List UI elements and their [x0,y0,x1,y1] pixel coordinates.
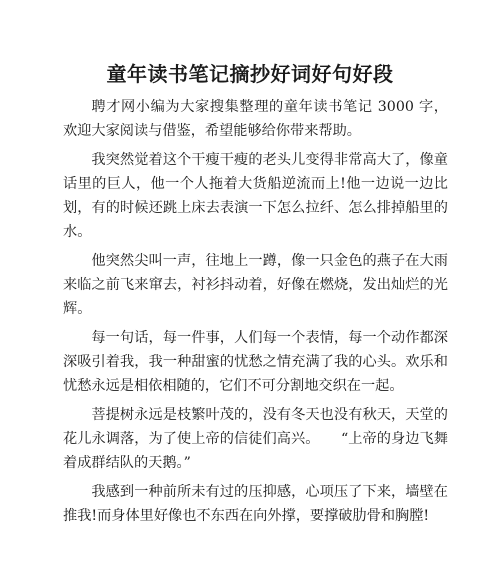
document-body [63,95,448,533]
document-title: 童年读书笔记摘抄好词好句好段 [106,62,394,86]
paragraph: 他突然尖叫一声，往地上一蹲，像一只金色的燕子在大雨来临之前飞来窜去，衬衫抖动着，好像在燃烧，发出灿烂的光辉。 [63,253,448,317]
paragraph: 菩提树永远是枝繁叶茂的，没有冬天也没有秋天，天堂的花儿永调落，为了使上帝的信徒们高兴。 “上帝的身边飞舞着成群结队的天鹅。” [63,407,448,471]
paragraph: 我突然觉着这个干瘦干瘦的老头儿变得非常高大了，像童话里的巨人，他一个人拖着大货船逆流而上!他一边说一边比划，有的时候还跳上床去表演一下怎么拉纤、怎么排掉船里的水。 [63,152,448,240]
paragraph: 我感到一种前所未有过的压抑感，心项压了下来，墙壁在推我!而身体里好像也不东西在向外撑，要撑破肋骨和胸膛! [63,484,448,524]
paragraph: 每一句话，每一件事，人们每一个表情，每一个动作都深深吸引着我，我一种甜蜜的忧愁之情充满了我的心头。欢乐和忧愁永远是相依相随的，它们不可分割地交织在一起。 [63,330,448,394]
paragraph-intro: 聘才网小编为大家搜集整理的童年读书笔记 3000 字，欢迎大家阅读与借鉴，希望能够给你带来帮助。 [63,99,448,139]
